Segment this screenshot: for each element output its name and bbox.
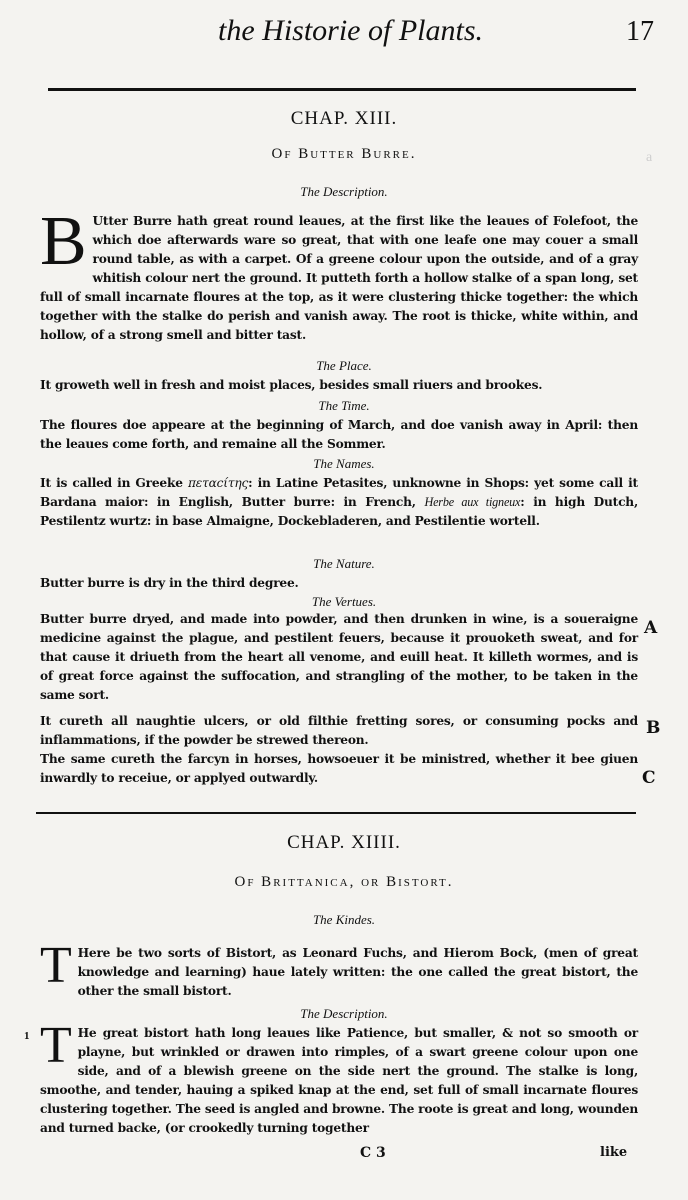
margin-letter-c: C [642, 768, 656, 788]
drop-cap: T [40, 937, 72, 994]
section-heading-time: The Time. [318, 398, 370, 413]
header-rule [48, 88, 636, 91]
vertues-paragraph-2: It cureth all naughtie ulcers, or old filthie fretting sores, or consuming pocks and inflammations, if the powder be strewed thereon. [40, 714, 638, 747]
chapter-title: CHAP. XIIII. [287, 832, 401, 853]
margin-letter-a: A [644, 618, 658, 638]
running-title: the Historie of Plants. [218, 14, 483, 47]
section-heading-vertues: The Vertues. [311, 594, 377, 609]
section-heading-nature: The Nature. [313, 556, 375, 571]
names-paragraph [40, 474, 638, 531]
names-text-a: It is called in Greeke [40, 476, 183, 490]
description-text-2: He great bistort hath long leaues like Patience, but smaller, & not so smooth or playne, but wrinkled or drawen into rimples, of a swart greene colour upon one side, and of a blewish greene on the side nert the ground. The stalke is long, smoothe, and tender, hauing a spiked knap at the end, set full of small incarnate floures clustering together. The seed is angled and browne. The roote is great and long, wounden and turned backe, (or crookedly turning together [40, 1026, 638, 1135]
drop-cap: T [40, 1017, 72, 1074]
names-text-b: : in Latine Petasites, unknowne in Shops: yet some call it Bardana maior: in English, Butter burre: in French, [40, 476, 638, 509]
kindes-paragraph [40, 937, 638, 1001]
section-rule [36, 812, 636, 814]
description-paragraph-2 [40, 1017, 638, 1138]
section-heading-description: The Description. [300, 184, 388, 199]
nature-paragraph: Butter burre is dry in the third degree. [40, 576, 299, 590]
names-text-c: : in high Dutch, Pestilentz wurtz: in base Almaigne, Dockebladeren, and Pestilentie wortell. [40, 495, 638, 528]
running-head [0, 14, 688, 54]
drop-cap: B [40, 203, 87, 280]
section-heading-kindes: The Kindes. [312, 912, 376, 927]
time-paragraph: The floures doe appeare at the beginning of March, and doe vanish away in April: then the leaues come forth, and remaine all the Sommer. [40, 418, 638, 451]
section-heading-names: The Names. [313, 456, 375, 471]
chapter-subject: Of Brittanica, or Bistort. [234, 874, 454, 890]
section-heading-description: The Description. [300, 1006, 388, 1021]
chapter-title: CHAP. XIII. [290, 108, 398, 129]
description-text: Utter Burre hath great round leaues, at the first like the leaues of Folefoot, the which doe afterwards ware so great, that with one leafe one may couer a small round table, as with a carpet. Of a greene colour upon the outside, and of a gray whitish colour nert the ground. It putteth forth a hollow stalke of a span long, set full of small incarnate floures at the top, as it were clustering thicke together: the which together with the stalke do perish and vanish away. The root is thicke, white within, and hollow, of a strong smell and bitter tast. [40, 214, 638, 342]
kindes-text: Here be two sorts of Bistort, as Leonard Fuchs, and Hierom Bock, (men of great knowledge and learning) haue lately written: the one called the great bistort, the other the small bistort. [77, 946, 638, 998]
place-paragraph: It groweth well in fresh and moist places, besides small riuers and brookes. [40, 378, 543, 392]
margin-letter-b: B [646, 718, 661, 738]
section-heading-place: The Place. [316, 358, 372, 373]
vertues-paragraph-1: Butter burre dryed, and made into powder, and then drunken in wine, is a soueraigne medicine against the plague, and pestilent feuers, because it prouoketh sweat, and for that cause it driueth from the heart all venome, and euill heat. It killeth wormes, and is of great force against the suffocation, and strangling of the mother, to be taken in the same sort. [40, 612, 638, 702]
chapter-subject: Of Butter Burre. [271, 146, 417, 162]
bleed-through-text: a [646, 150, 653, 165]
margin-number: 1 [24, 1030, 30, 1042]
greek-name: πεταcίτης [187, 476, 249, 490]
vertues-paragraph-3: The same cureth the farcyn in horses, howsoeuer it be ministred, whether it bee giuen inwardly to receiue, or applyed outwardly. [40, 752, 638, 785]
french-name: Herbe aux tigneux [424, 495, 521, 509]
signature-mark: C 3 [360, 1145, 386, 1161]
page-number: 17 [626, 16, 654, 47]
catchword: like [600, 1145, 628, 1160]
description-paragraph [40, 203, 638, 345]
